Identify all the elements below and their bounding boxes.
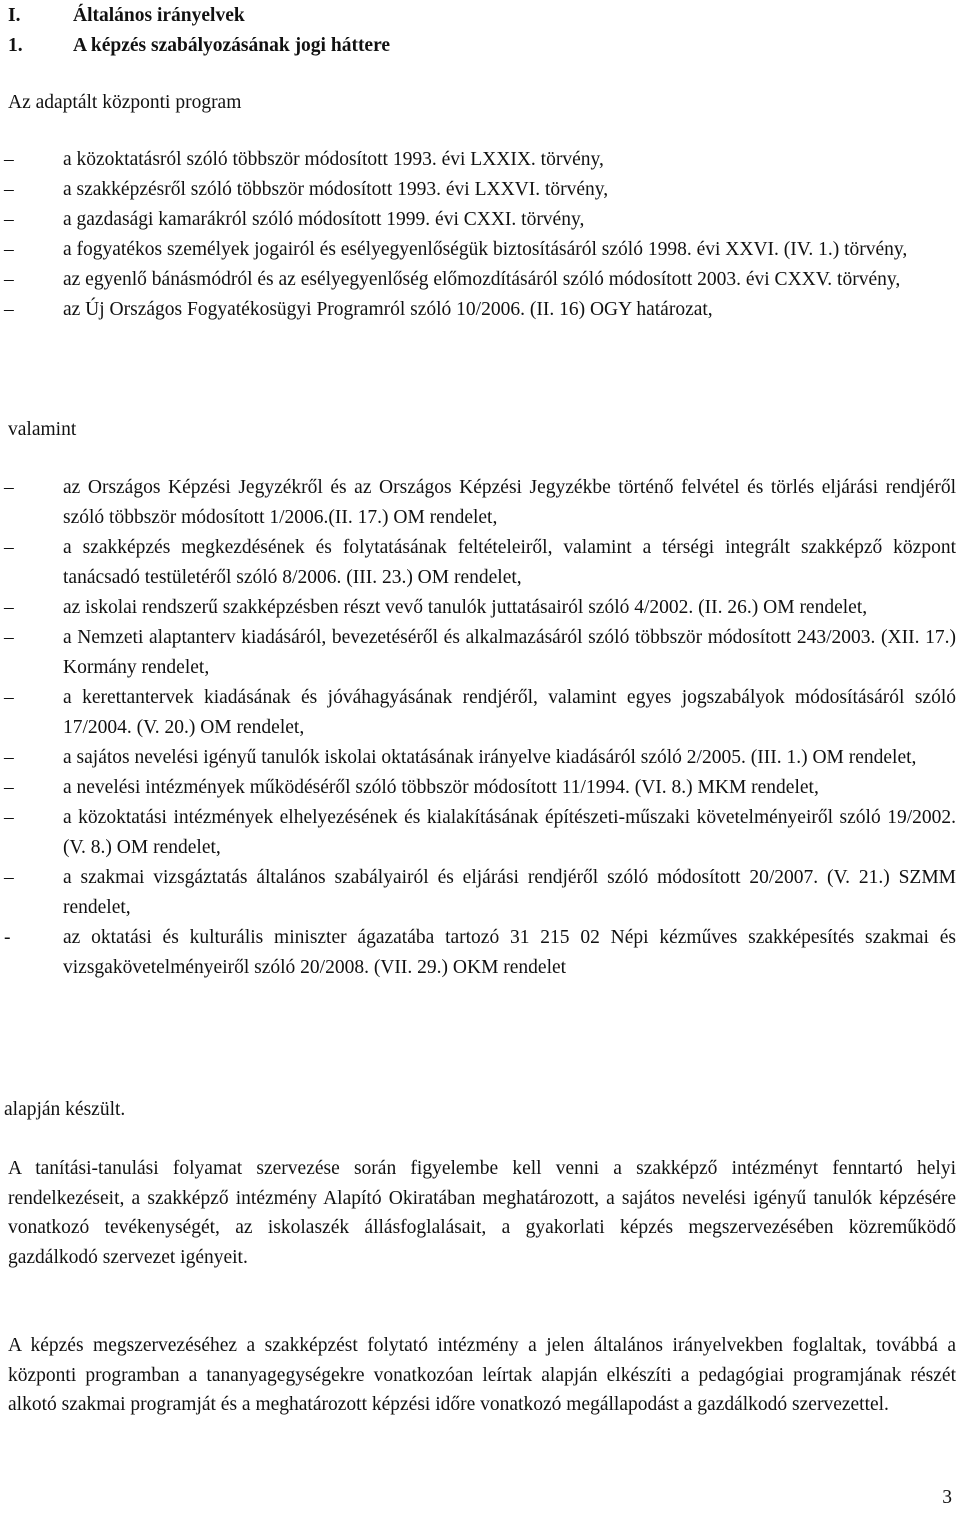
dash-bullet: – <box>4 747 14 768</box>
heading-title: Általános irányelvek <box>73 5 245 26</box>
list-item-text: az oktatási és kulturális miniszter ágazatába tartozó 31 215 02 Népi kézműves szakképesítés szakmai és vizsgakövetelményeiről szóló 20/2008. (VII. 29.) OKM rendelet <box>63 927 956 978</box>
list-item-text: a szakképzés megkezdésének és folytatásának feltételeiről, valamint a térségi integrált szakképző központ tanácsadó testületéről szóló 8/2006. (III. 23.) OM rendelet, <box>63 537 956 588</box>
dash-bullet: – <box>4 627 14 648</box>
dash-bullet: – <box>4 149 14 170</box>
paragraph-1: A tanítási-tanulási folyamat szervezése során figyelembe kell venni a szakképző intézményt fenntartó helyi rendelkezéseit, a szakképző intézmény Alapító Okiratában meghatározott, a sajátos nevelési igényű tanulók képzésére vonatkozó tevékenységét, az iskolaszék állásfoglalásait, a gyakorlati képzés megszervezésében közreműködő gazdálkodó szervezet igényeit. <box>8 1158 956 1268</box>
valamint-text: valamint <box>8 419 77 440</box>
dash-bullet: – <box>4 777 14 798</box>
dash-bullet: – <box>4 597 14 618</box>
dash-bullet: – <box>4 299 14 320</box>
list-item-text: az Országos Képzési Jegyzékről és az Országos Képzési Jegyzékbe történő felvétel és törlés eljárási rendjéről szóló többször módosított 1/2006.(II. 17.) OM rendelet, <box>63 477 956 528</box>
dash-bullet: – <box>4 209 14 230</box>
list-item <box>0 145 960 175</box>
list-item-text: a Nemzeti alaptanterv kiadásáról, bevezetéséről és alkalmazásáról szóló többször módosított 243/2003. (XII. 17.) Kormány rendelet, <box>63 627 956 678</box>
list-item-text: a kerettantervek kiadásának és jóváhagyásának rendjéről, valamint egyes jogszabályok módosításáról szóló 17/2004. (V. 20.) OM rendelet, <box>63 687 956 738</box>
list-item-text: a szakképzésről szóló többször módosított 1993. évi LXXVI. törvény, <box>63 179 609 200</box>
list-item-text: az iskolai rendszerű szakképzésben részt vevő tanulók juttatásairól szóló 4/2002. (II. 26.) OM rendelet, <box>63 597 868 618</box>
list-item-text: a nevelési intézmények működéséről szóló többször módosított 11/1994. (VI. 8.) MKM rendelet, <box>63 777 819 798</box>
law-list <box>0 145 960 325</box>
list-item <box>0 683 960 743</box>
list-item <box>0 923 960 983</box>
regulation-list <box>0 473 960 983</box>
list-item <box>0 205 960 235</box>
dash-bullet: – <box>4 179 14 200</box>
heading-number: I. <box>8 5 21 26</box>
dash-bullet: – <box>4 867 14 888</box>
list-item-text: az Új Országos Fogyatékosügyi Programról szóló 10/2006. (II. 16) OGY határozat, <box>63 299 713 320</box>
list-item <box>0 295 960 325</box>
list-item-text: a sajátos nevelési igényű tanulók iskolai oktatásának irányelve kiadásáról szóló 2/2005. (III. 1.) OM rendelet, <box>63 747 917 768</box>
list-item <box>0 593 960 623</box>
list-item <box>0 533 960 593</box>
dash-bullet: – <box>4 239 14 260</box>
dash-bullet: – <box>4 477 14 498</box>
dash-bullet: – <box>4 807 14 828</box>
list-item <box>0 773 960 803</box>
heading-subsection <box>8 31 390 61</box>
subheading-number: 1. <box>8 35 23 56</box>
list-item <box>0 473 960 533</box>
list-item-text: a gazdasági kamarákról szóló módosított 1999. évi CXXI. törvény, <box>63 209 585 230</box>
dash-bullet: - <box>4 927 11 948</box>
list-item <box>0 743 960 773</box>
list-item-text: a fogyatékos személyek jogairól és esélyegyenlőségük biztosításáról szóló 1998. évi XXVI. (IV. 1.) törvény, <box>63 239 908 260</box>
dash-bullet: – <box>4 269 14 290</box>
dash-bullet: – <box>4 687 14 708</box>
page-number: 3 <box>942 1487 952 1508</box>
list-item <box>0 863 960 923</box>
subheading-title: A képzés szabályozásának jogi háttere <box>73 35 391 56</box>
list-item-text: a közoktatási intézmények elhelyezésének és kialakításának építészeti-műszaki követelményeiről szóló 19/2002. (V. 8.) OM rendelet, <box>63 807 956 858</box>
list-item <box>0 803 960 863</box>
intro-text: Az adaptált központi program <box>8 92 242 113</box>
list-item <box>0 265 960 295</box>
list-item-text: az egyenlő bánásmódról és az esélyegyenlőség előmozdításáról szóló módosított 2003. évi CXXV. törvény, <box>63 269 901 290</box>
list-item <box>0 623 960 683</box>
dash-bullet: – <box>4 537 14 558</box>
list-item-text: a szakmai vizsgáztatás általános szabályairól és eljárási rendjéről szóló módosított 20/2007. (V. 21.) SZMM rendelet, <box>63 867 956 918</box>
heading-section <box>8 1 245 31</box>
paragraph-2: A képzés megszervezéséhez a szakképzést folytató intézmény a jelen általános irányelvekben foglaltak, továbbá a központi programban a tananyagegységekre vonatkozóan leírtak alapján elkészíti a pedagógiai programjának részét alkotó szakmai programját és a meghatározott képzési időre vonatkozó megállapodást a gazdálkodó szervezettel. <box>8 1335 956 1415</box>
alapjan-text: alapján készült. <box>4 1099 126 1120</box>
list-item <box>0 235 960 265</box>
list-item <box>0 175 960 205</box>
list-item-text: a közoktatásról szóló többször módosított 1993. évi LXXIX. törvény, <box>63 149 604 170</box>
